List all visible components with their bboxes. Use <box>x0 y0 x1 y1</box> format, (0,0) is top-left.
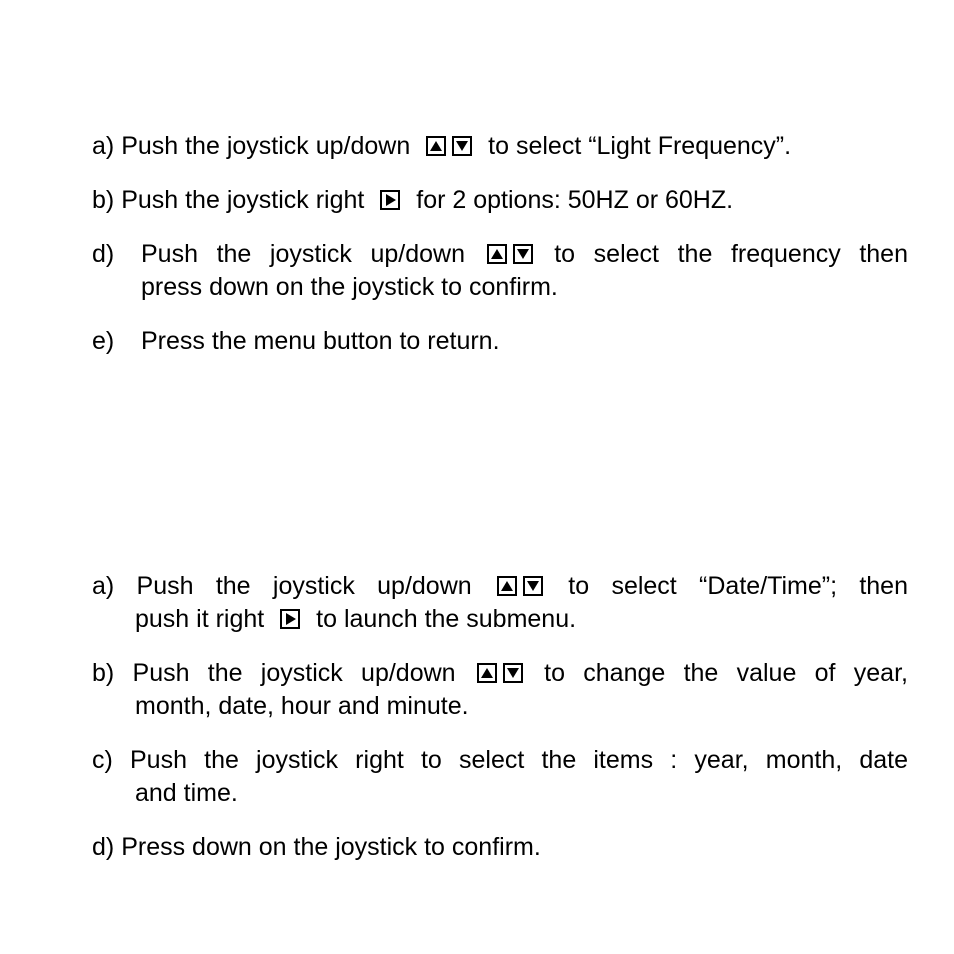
step-label: b) <box>92 186 115 214</box>
right-arrow-icon <box>280 609 300 629</box>
down-arrow-icon <box>523 576 543 596</box>
step-text: to select the frequency then <box>554 240 908 268</box>
step-1a-line <box>92 130 908 163</box>
step-2a-line <box>92 570 908 603</box>
step-text: Press the menu button to return. <box>141 327 500 355</box>
step-2a-continuation <box>92 603 908 636</box>
step-text: to select “Light Frequency”. <box>488 132 792 160</box>
step-label: d) <box>92 240 115 268</box>
step-label: e) <box>92 327 115 355</box>
step-label: b) <box>92 659 115 687</box>
step-2d <box>92 831 908 864</box>
up-arrow-icon <box>477 663 497 683</box>
step-label: a) <box>92 572 115 600</box>
step-1d <box>92 238 908 304</box>
step-text: Push the joystick up/down <box>121 132 411 160</box>
step-2b-line <box>92 657 908 690</box>
step-text: push it right <box>135 605 265 633</box>
step-1a <box>92 130 908 163</box>
step-2c-line <box>92 744 908 777</box>
step-label: d) <box>92 833 115 861</box>
date-time-instructions <box>92 570 908 885</box>
step-2b-continuation: month, date, hour and minute. <box>135 692 469 720</box>
down-arrow-icon <box>513 244 533 264</box>
step-text: Push the joystick up/down <box>141 240 466 268</box>
step-text: Press down on the joystick to confirm. <box>121 833 541 861</box>
up-arrow-icon <box>426 136 446 156</box>
up-arrow-icon <box>487 244 507 264</box>
step-2d-line <box>92 831 908 864</box>
step-1d-continuation: press down on the joystick to confirm. <box>141 273 558 301</box>
step-label: c) <box>92 746 113 774</box>
step-text: Push the joystick up/down <box>136 572 472 600</box>
step-1b <box>92 184 908 217</box>
step-text: to change the value of year, <box>544 659 908 687</box>
up-arrow-icon <box>497 576 517 596</box>
step-2a <box>92 570 908 636</box>
step-text: Push the joystick right to select the items : year, month, date <box>130 746 908 774</box>
step-text: for 2 options: 50HZ or 60HZ. <box>416 186 734 214</box>
step-text: Push the joystick right <box>121 186 365 214</box>
right-arrow-icon <box>380 190 400 210</box>
step-1e-line <box>92 325 908 358</box>
step-text: to select “Date/Time”; then <box>568 572 908 600</box>
step-2b <box>92 657 908 723</box>
step-1d-line <box>92 238 908 271</box>
down-arrow-icon <box>503 663 523 683</box>
step-2c-continuation: and time. <box>135 779 238 807</box>
down-arrow-icon <box>452 136 472 156</box>
step-1b-line <box>92 184 908 217</box>
step-text: Push the joystick up/down <box>132 659 456 687</box>
step-2c <box>92 744 908 810</box>
step-1e <box>92 325 908 358</box>
step-text: to launch the submenu. <box>316 605 577 633</box>
light-frequency-instructions <box>92 130 908 379</box>
step-label: a) <box>92 132 115 160</box>
